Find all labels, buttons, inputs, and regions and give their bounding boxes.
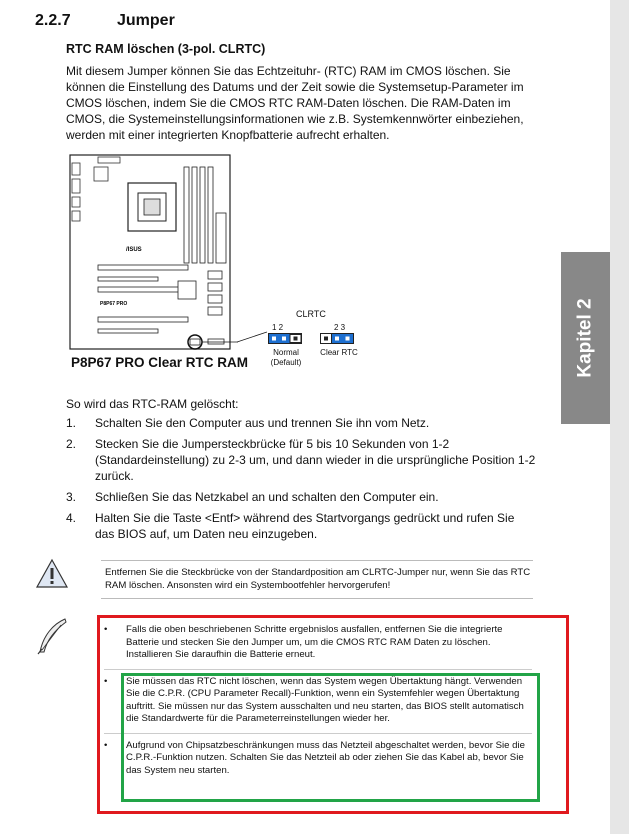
step-text: Stecken Sie die Jumpersteckbrücke für 5 bis 10 Sekunden von 1-2 (Standardeinstellung) zu 2-3 um, und dann wieder in die ursprüngliche Position 1-2 zurück. — [95, 437, 536, 483]
section-number: 2.2.7 — [35, 12, 71, 29]
step-text: Schließen Sie das Netzkabel an und schalten den Computer ein. — [95, 490, 439, 504]
normal-label — [266, 348, 306, 368]
motherboard-diagram — [68, 153, 238, 353]
notes-list — [104, 624, 532, 790]
note-feather-icon — [35, 616, 71, 656]
note-item — [104, 740, 532, 785]
procedure-intro: So wird das RTC-RAM gelöscht: — [66, 397, 239, 411]
clear-label: Clear RTC — [320, 348, 358, 357]
step-number: 4. — [66, 511, 77, 525]
normal-default-text: (Default) — [270, 358, 302, 367]
note-item — [104, 676, 532, 734]
page-margin-strip — [610, 0, 629, 834]
note-text: Falls die oben beschriebenen Schritte ergebnislos ausfallen, entfernen Sie die integrierte Batterie und stecken Sie den Jumper um, um die CMOS RTC RAM Daten zu löschen. Installieren Sie daraufhin die Batterie erneut. — [126, 624, 503, 660]
procedure-step — [66, 436, 536, 484]
note-item — [104, 624, 532, 670]
bullet: • — [104, 675, 108, 687]
warning-note: Entfernen Sie die Steckbrücke von der Standardposition am CLRTC-Jumper nur, wenn Sie das RTC RAM löschen. Ansonsten wird ein Systembootfehler hervorgerufen! — [101, 560, 533, 599]
step-text: Schalten Sie den Computer aus und trennen Sie ihn vom Netz. — [95, 416, 430, 430]
callout-line — [237, 330, 267, 345]
chapter-tab-label: Kapitel 2 — [574, 298, 596, 378]
jumper-clear-diagram — [320, 333, 356, 345]
step-text: Halten Sie die Taste <Entf> während des Startvorgangs gedrückt und rufen Sie das BIOS auf, um Daten neu einzugeben. — [95, 511, 515, 541]
normal-pin-numbers: 1 2 — [272, 323, 284, 332]
step-number: 3. — [66, 490, 77, 504]
note-text: Sie müssen das RTC nicht löschen, wenn das System wegen Übertaktung hängt. Verwenden Sie die C.P.R. (CPU Parameter Recall)-Funktion, wenn ein Systemfehler wegen Übertaktung auftritt. Sie müssen nur das System ausschalten und neu starten, das BIOS stellt automatisch die Standardwerte für die Parameterreinstellungen wieder her. — [126, 675, 524, 724]
step-number: 1. — [66, 416, 77, 430]
board-model-label: P8P67 PRO — [100, 301, 128, 307]
procedure-step — [66, 415, 536, 431]
bullet: • — [104, 624, 108, 635]
description-paragraph: Mit diesem Jumper können Sie das Echtzeituhr- (RTC) RAM im CMOS löschen. Sie können die Einstellung des Datums und der Zeit sowie die Systemsetup-Parameter im CMOS löschen, indem Sie die CMOS RTC RAM-Daten löschen. Die RAM-Daten im CMOS, die Systemeinstellungsinformationen wie z.B. Systemkennwörter einbeziehen, werden mit einer integrierten Knopfbatterie aufrecht erhalten. — [66, 64, 524, 142]
clear-pin-numbers: 2 3 — [334, 323, 346, 332]
step-number: 2. — [66, 437, 77, 451]
procedure-steps — [66, 415, 536, 547]
jumper-normal-diagram — [268, 333, 304, 345]
procedure-step — [66, 489, 536, 505]
subsection-title: RTC RAM löschen (3-pol. CLRTC) — [66, 42, 266, 56]
section-title: Jumper — [117, 12, 175, 29]
procedure-step — [66, 510, 536, 542]
board-logo-text: /ISUS — [126, 247, 142, 253]
jumper-title: CLRTC — [296, 309, 326, 319]
normal-label-text: Normal — [273, 348, 299, 357]
note-text: Aufgrund von Chipsatzbeschränkungen muss das Netzteil abgeschaltet werden, bevor Sie die C.P.R.-Funktion nutzen. Schalten Sie das Netzteil ab oder ziehen Sie das Kabel ab, bevor Sie das System neu starten. — [126, 739, 525, 776]
figure-caption: P8P67 PRO Clear RTC RAM — [71, 355, 249, 370]
bullet: • — [104, 739, 108, 751]
chapter-side-tab — [561, 252, 610, 424]
warning-icon — [35, 557, 69, 591]
